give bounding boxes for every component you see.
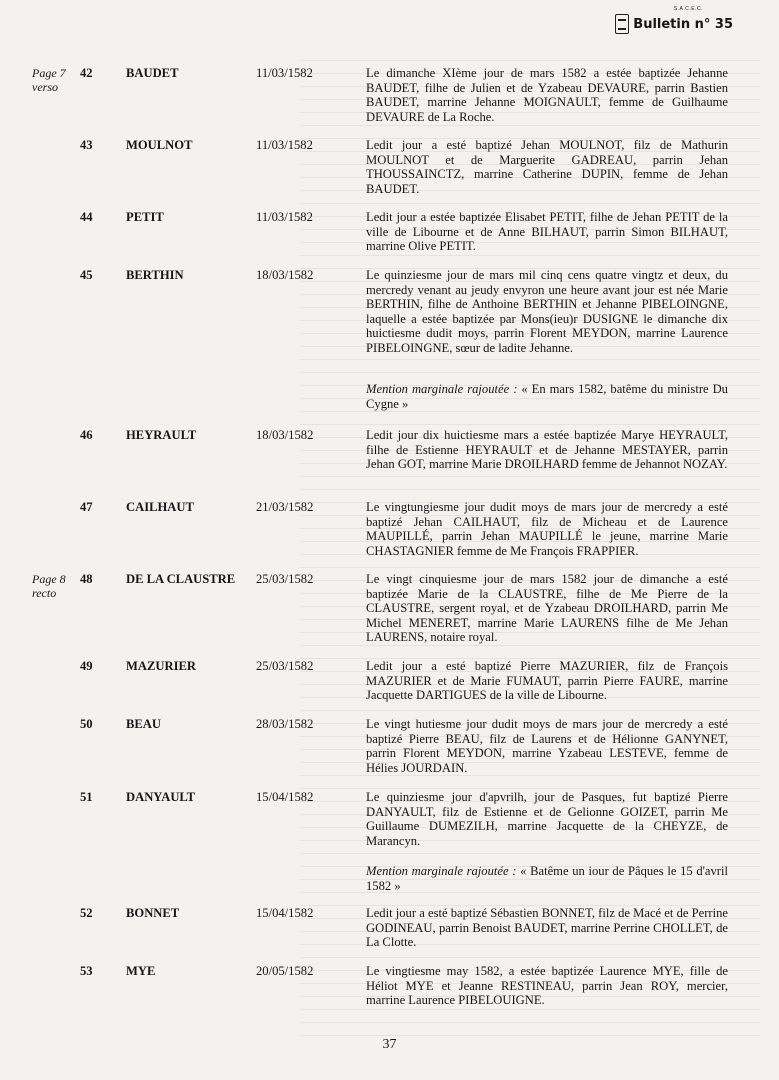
mention-label: Mention marginale rajoutée : (366, 382, 518, 396)
entry-number: 44 (80, 210, 93, 224)
entry-text: Le vingt hutiesme jour dudit moys de mars jour de mercredy a esté baptizé Pierre BEAU, filz de Laurens et de Hélionne GANYNET, parrin Florent MEYDON, marrine Yzabeau LESTEVE, femme de Hélies JOURDAIN. (366, 717, 728, 775)
entry-text: Ledit jour dix huictiesme mars a estée baptizée Marye HEYRAULT, filhe de Estienne HEYRAULT et de Jehanne MESTAYER, parrin Jehan GOT, marrine Marie DROILHARD femme de Jehannot NOZAY. (366, 428, 728, 472)
entry-surname: MOULNOT (126, 138, 193, 152)
entry-surname: PETIT (126, 210, 164, 224)
entry-text: Le quinziesme jour de mars mil cinq cens quatre vingtz et deux, du mercredy venant au jeudy envyron une heure avant jour est née Marie BERTHIN, filhe de Anthoine BERTHIN et Jehanne PIBELOINGNE, laquelle a estée baptizée par Mons(ieu)r DUSIGNE le dimanche dix huictiesme dudit moys, parrin Florent MEYDON, marrine Laurence PIBELOINGNE, sœur de ladite Jehanne. (366, 268, 728, 355)
entry-surname: BONNET (126, 906, 180, 920)
entry-text: Ledit jour a estée baptizée Elisabet PETIT, filhe de Jehan PETIT de la ville de Libourne et de Anne BILHAUT, parrin Simon BILHAUT, marrine Olive PETIT. (366, 210, 728, 254)
entry-text: Ledit jour a esté baptizé Sébastien BONNET, filz de Macé et de Perrine GODINEAU, parrin Benoist BAUDET, marrine Perrine CHOLLET, de La Clotte. (366, 906, 728, 950)
entry-date: 15/04/1582 (256, 906, 314, 920)
page-header (615, 14, 733, 34)
entry-surname: CAILHAUT (126, 500, 194, 514)
entry-number: 50 (80, 717, 93, 731)
entry-text: Le dimanche XIème jour de mars 1582 a estée baptizée Jehanne BAUDET, filhe de Julien et de Yzabeau DEVAURE, parrin Bastien BAUDET, marrine Jehanne MOIGNAULT, femme de Guilhaume DEVAURE de La Roche. (366, 66, 728, 124)
mention-label: Mention marginale rajoutée : (366, 864, 517, 878)
entry-text: Ledit jour a esté baptizé Jehan MOULNOT, filz de Mathurin MOULNOT et de Marguerite GADREAU, parrin Jehan THOUSSAINCTZ, marrine Catherine DUPIN, femme de Jehan BAUDET. (366, 138, 728, 196)
entry-date: 28/03/1582 (256, 717, 314, 731)
entry-surname: HEYRAULT (126, 428, 197, 442)
entry-number: 45 (80, 268, 93, 282)
margin-page-ref: Page 8 recto (32, 572, 66, 600)
mention-text: « En mars 1582, batême du ministre Du Cygne » (366, 382, 728, 411)
entry-surname: BAUDET (126, 66, 179, 80)
entry-date: 20/05/1582 (256, 964, 314, 978)
entry-surname: MAZURIER (126, 659, 196, 673)
margin-page-ref: Page 7 verso (32, 66, 66, 94)
entry-surname: BEAU (126, 717, 161, 731)
entry-date: 21/03/1582 (256, 500, 314, 514)
society-logo-icon (615, 14, 629, 34)
entry-number: 47 (80, 500, 93, 514)
entry-number: 48 (80, 572, 93, 586)
entry-number: 52 (80, 906, 93, 920)
entry-date: 11/03/1582 (256, 210, 313, 224)
entry-number: 46 (80, 428, 93, 442)
entry-date: 15/04/1582 (256, 790, 314, 804)
entry-date: 18/03/1582 (256, 428, 314, 442)
entry-text: Le vingt cinquiesme jour de mars 1582 jour de dimanche a esté baptizée Marie de la CLAUSTRE, filhe de Me Pierre de la CLAUSTRE, sergent royal, et de Yzabeau DROILHARD, parrin Me Michel MENERET, marrine Marie LAURENS filhe de Me Jehan LAURENS, notaire royal. (366, 572, 728, 645)
entry-text: Le vingtungiesme jour dudit moys de mars jour de mercredy a esté baptizé Jehan CAILHAUT, filz de Micheau et de Laurence MAUPILLÉ, parrin Jehan MAUPILLÉ le jeune, marrine Marie CHASTAGNIER femme de Me François FRAPPIER. (366, 500, 728, 558)
mention-text: « Batême un iour de Pâques le 15 d'avril 1582 » (366, 864, 728, 893)
entry-text: Le vingtiesme may 1582, a estée baptizée Laurence MYE, fille de Héliot MYE et Jeanne RESTINEAU, parrin Jean ROY, mercier, marrine Laurence PIBELOUIGNE. (366, 964, 728, 1008)
entry-date: 11/03/1582 (256, 138, 313, 152)
marginal-mention (366, 864, 728, 893)
entry-date: 25/03/1582 (256, 659, 314, 673)
entry-surname: MYE (126, 964, 156, 978)
logo-caption: S.A.C.E.C. (673, 6, 703, 12)
entry-text: Ledit jour a esté baptizé Pierre MAZURIER, filz de François MAZURIER et de Marie FUMAUT, parrin Pierre FAURE, marrine Jacquette DARTIGUES de la ville de Libourne. (366, 659, 728, 703)
entry-date: 11/03/1582 (256, 66, 313, 80)
entry-surname: BERTHIN (126, 268, 184, 282)
bulletin-title: Bulletin n° 35 (633, 16, 733, 32)
entry-surname: DANYAULT (126, 790, 196, 804)
entry-surname: DE LA CLAUSTRE (126, 572, 236, 586)
entry-number: 49 (80, 659, 93, 673)
entry-number: 51 (80, 790, 93, 804)
entry-date: 25/03/1582 (256, 572, 314, 586)
marginal-mention (366, 382, 728, 411)
entry-number: 53 (80, 964, 93, 978)
page-number: 37 (382, 1037, 397, 1052)
entry-number: 43 (80, 138, 93, 152)
entry-date: 18/03/1582 (256, 268, 314, 282)
entry-number: 42 (80, 66, 93, 80)
entry-text: Le quinziesme jour d'apvrilh, jour de Pasques, fut baptizé Pierre DANYAULT, filz de Estienne et de Gelionne GOIZET, parrin Me Guillaume DUMEZILH, marrine Jacquette de la CHEYZE, de Marancyn. (366, 790, 728, 848)
